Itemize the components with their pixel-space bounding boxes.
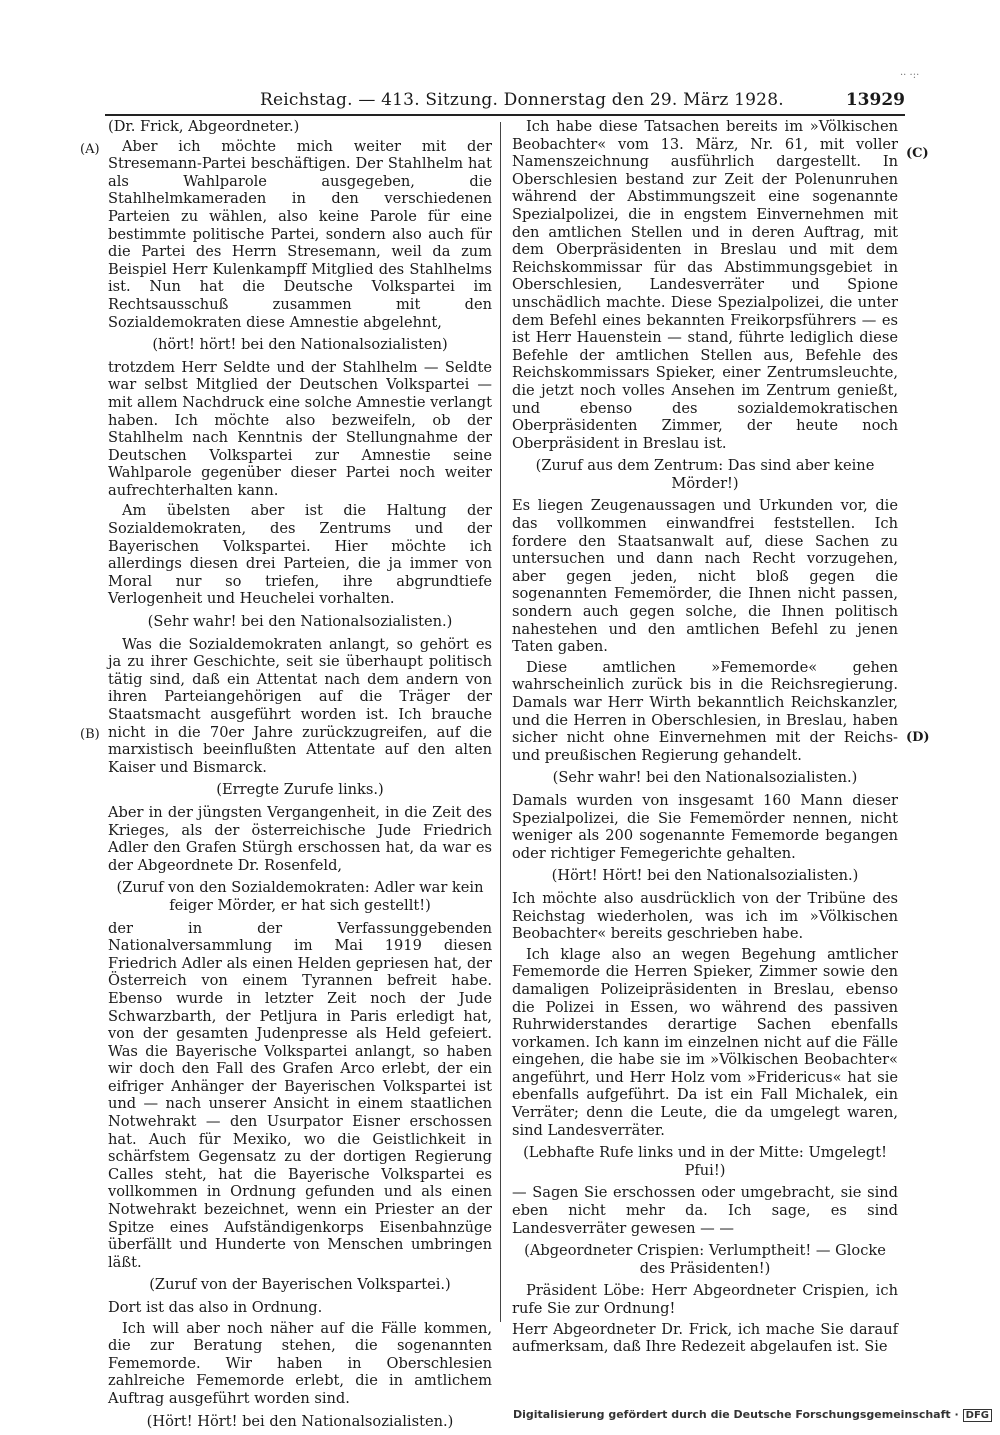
paragraph: Ich will aber noch näher auf die Fälle kommen, die zur Beratung stehen, die sogenannten Fememorde. Wir haben in Oberschlesien zahlreiche Fememorde erlebt, die in amtlichem Auftrag ausgeführt worden sind. — [108, 1319, 492, 1407]
left-column — [108, 118, 492, 1435]
column-divider — [500, 122, 501, 1322]
president-statement: Präsident Löbe: Herr Abgeordneter Crispien, ich rufe Sie zur Ordnung! — [512, 1282, 898, 1317]
paragraph: Damals wurden von insgesamt 160 Mann dieser Spezialpolizei, die Sie Fememörder nennen, nicht weniger als 200 sogenannte Fememorde begangen oder richtiger Femegerichte gehalten. — [512, 791, 898, 862]
interjection: (Abgeordneter Crispien: Verlumptheit! — Glocke des Präsidenten!) — [524, 1242, 886, 1277]
margin-label-d: (D) — [906, 730, 930, 745]
paragraph: trotzdem Herr Seldte und der Stahlhelm — Seldte war selbst Mitglied der Deutschen Volkspartei — mit allem Nachdruck eine solche Amnestie verlangt haben. Ich möchte also bezweifeln, ob der Stahlhelm nach Kenntnis der Stellungnahme der Deutschen Volkspartei zur Amnestie seine Wahlparole gegenüber dieser Partei noch weiter aufrechterhalten kann. — [108, 358, 492, 499]
page-header — [100, 88, 905, 114]
interjection: (Sehr wahr! bei den Nationalsozialisten.) — [147, 613, 453, 631]
running-title: Reichstag. — 413. Sitzung. Donnerstag den 29. März 1928. — [260, 90, 784, 110]
dfg-logo: DFG — [963, 1409, 992, 1422]
interjection: (hört! hört! bei den Nationalsozialisten) — [152, 336, 448, 354]
margin-label-c: (C) — [906, 146, 929, 161]
page-number: 13929 — [845, 90, 905, 110]
paragraph: Es liegen Zeugenaussagen und Urkunden vor, die das vollkommen einwandfrei feststellen. Ich fordere den Staatsanwalt auf, diese Sachen zu untersuchen und dann nach Recht vorzugehen, aber gegen jeden, nicht bloß gegen die sogenannten Fememörder, die Ihnen nicht passen, sondern auch gegen solche, die Ihnen politisch nahestehen und den amtlichen Befehl zu jenen Taten gaben. — [512, 497, 898, 656]
paragraph: der in der Verfassunggebenden Nationalversammlung im Mai 1919 diesen Friedrich Adler als einen Helden gepriesen hat, der Österreich von einem Tyrannen befreit habe. Ebenso wurde in letzter Zeit noch der Jude Schwarzbarth, der Petljura in Paris erledigt hat, von der gesamten Judenpresse als Held gefeiert. Was die Bayerische Volkspartei anlangt, so haben wir doch den Fall des Grafen Arco erlebt, der ein eifriger Anhänger der Bayerischen Volkspartei ist und — nach unserer Ansicht in einem staatlichen Notwehrakt — den Usurpator Eisner erschossen hat. Auch für Mexiko, wo die Geistlichkeit in schärfstem Gegensatz zu der dortigen Regierung Calles steht, hat die Bayerische Volkspartei es vollkommen in Ordnung gefunden und als einen Notwehrakt bezeichnet, wenn ein Priester an der Spitze eines Aufständigenkorps Eisenbahnzüge überfällt und Hunderte von Menschen umbringen läßt. — [108, 919, 492, 1271]
interjection: (Sehr wahr! bei den Nationalsozialisten.) — [552, 769, 858, 787]
credit-text: Digitalisierung gefördert durch die Deutsche Forschungsgemeinschaft · — [512, 1408, 959, 1421]
paragraph: Diese amtlichen »Fememorde« gehen wahrscheinlich zurück bis in die Reichsregierung. Damals war Herr Wirth bekanntlich Reichskanzler, und die Herren in Oberschlesien, in Breslau, haben sicher nicht ohne Einvernehmen mit der Reichs- und preußischen Regierung gehandelt. — [512, 658, 898, 764]
paragraph: Aber ich möchte mich weiter mit der Stresemann-Partei beschäftigen. Der Stahlhelm hat als Wahlparole ausgegeben, die Stahlhelmkameraden in den verschiedenen Parteien zu wählen, also keine Parole für eine bestimmte politische Partei, sondern also auch für die Partei des Herrn Stresemann, weil da zum Beispiel Herr Kulenkampff Mitglied des Stahlhelms ist. Nun hat die Deutsche Volkspartei im Rechtsausschuß zusammen mit den Sozialdemokraten diese Amnestie abgelehnt, — [108, 137, 492, 331]
speaker-line: (Dr. Frick, Abgeordneter.) — [108, 118, 300, 135]
paragraph: Was die Sozialdemokraten anlangt, so gehört es ja zu ihrer Geschichte, seit sie überhaupt politisch tätig sind, daß ein Attentat nach dem andern von ihren Parteiangehörigen auf die Träger der Staatsmacht ausgeführt worden ist. Ich brauche nicht in die 70er Jahre zurückzugreifen, auf die marxistisch beeinflußten Attentate auf den alten Kaiser und Bismarck. — [108, 635, 492, 776]
right-column — [512, 118, 898, 1359]
paragraph: Herr Abgeordneter Dr. Frick, ich mache Sie darauf aufmerksam, daß Ihre Redezeit abgelaufen ist. Sie — [512, 1320, 898, 1356]
paragraph: Aber in der jüngsten Vergangenheit, in die Zeit des Krieges, als der österreichische Jude Friedrich Adler den Grafen Stürgh erschossen hat, da war es der Abgeordnete Dr. Rosenfeld, — [108, 803, 492, 874]
digitization-credit — [513, 1408, 992, 1422]
paragraph: Am übelsten aber ist die Haltung der Sozialdemokraten, des Zentrums und der Bayerischen Volkspartei. Hier möchte ich allerdings diesen drei Parteien, die ja immer von Moral nur so triefen, ihre abgrundtiefe Verlogenheit und Heuchelei vorhalten. — [108, 502, 492, 608]
paragraph: Dort ist das also in Ordnung. — [108, 1299, 323, 1316]
interjection: (Hört! Hört! bei den Nationalsozialisten.) — [551, 867, 859, 885]
interjection: (Zuruf von den Sozialdemokraten: Adler war kein feiger Mörder, er hat sich gestellt!) — [116, 879, 484, 914]
interjection: (Hört! Hört! bei den Nationalsozialisten.) — [146, 1412, 454, 1430]
paragraph: Ich klage also an wegen Begehung amtlicher Fememorde die Herren Spieker, Zimmer sowie den damaligen Polizeipräsidenten in Breslau, ebenso die Polizei in Essen, wo während des passiven Ruhrwiderstandes derartige Sachen ebenfalls vorkamen. Ich kann im einzelnen nicht auf die Fälle eingehen, die habe sie im »Völkischen Beobachter« angeführt, und Herr Holz vom »Fridericus« hat sie ebenfalls aufgeführt. Da ist ein Fall Michalek, ein Verräter; denn die Leute, die da umgelegt waren, sind Landesverräter. — [512, 945, 898, 1139]
margin-label-a: (A) — [80, 142, 100, 157]
scan-mark: ·· ·:· — [900, 70, 920, 81]
paragraph: — Sagen Sie erschossen oder umgebracht, sie sind eben nicht mehr da. Ich sage, es sind Landesverräter gewesen — — — [512, 1184, 898, 1237]
paragraph: Ich habe diese Tatsachen bereits im »Völkischen Beobachter« vom 13. März, Nr. 61, mit voller Namenszeichnung ausführlich dargestellt. In Oberschlesien bestand zur Zeit der Polenunruhen während der Abstimmungszeit eine sogenannte Spezialpolizei, die in engstem Einvernehmen mit den amtlichen Stellen und in deren Auftrag, mit dem Oberpräsidenten in Breslau und mit dem Reichskommissar für das Abstimmungsgebiet in Oberschlesien, Landesverräter und Spione unschädlich machte. Diese Spezialpolizei, die unter dem Befehl eines bekannten Freikorpsführers — es ist Herr Hauenstein — stand, führte lediglich diese Befehle der amtlichen Stellen aus, Befehle des Reichskommissars Spieker, einer Zentrumsleuchte, die jetzt noch volles Ansehen im Zentrum genießt, und ebenso des sozialdemokratischen Oberpräsidenten Zimmer, der heute noch Oberpräsident in Breslau ist. — [512, 118, 898, 452]
interjection: (Erregte Zurufe links.) — [216, 781, 384, 799]
interjection: (Lebhafte Rufe links und in der Mitte: Umgelegt! Pfui!) — [523, 1144, 887, 1179]
margin-label-b: (B) — [80, 727, 100, 742]
interjection: (Zuruf aus dem Zentrum: Das sind aber keine Mörder!) — [535, 457, 875, 492]
interjection: (Zuruf von der Bayerischen Volkspartei.) — [149, 1276, 451, 1294]
header-rule — [105, 114, 905, 116]
paragraph: Ich möchte also ausdrücklich von der Tribüne des Reichstag wiederholen, was ich im »Völkischen Beobachter« bereits geschrieben habe. — [512, 889, 898, 943]
